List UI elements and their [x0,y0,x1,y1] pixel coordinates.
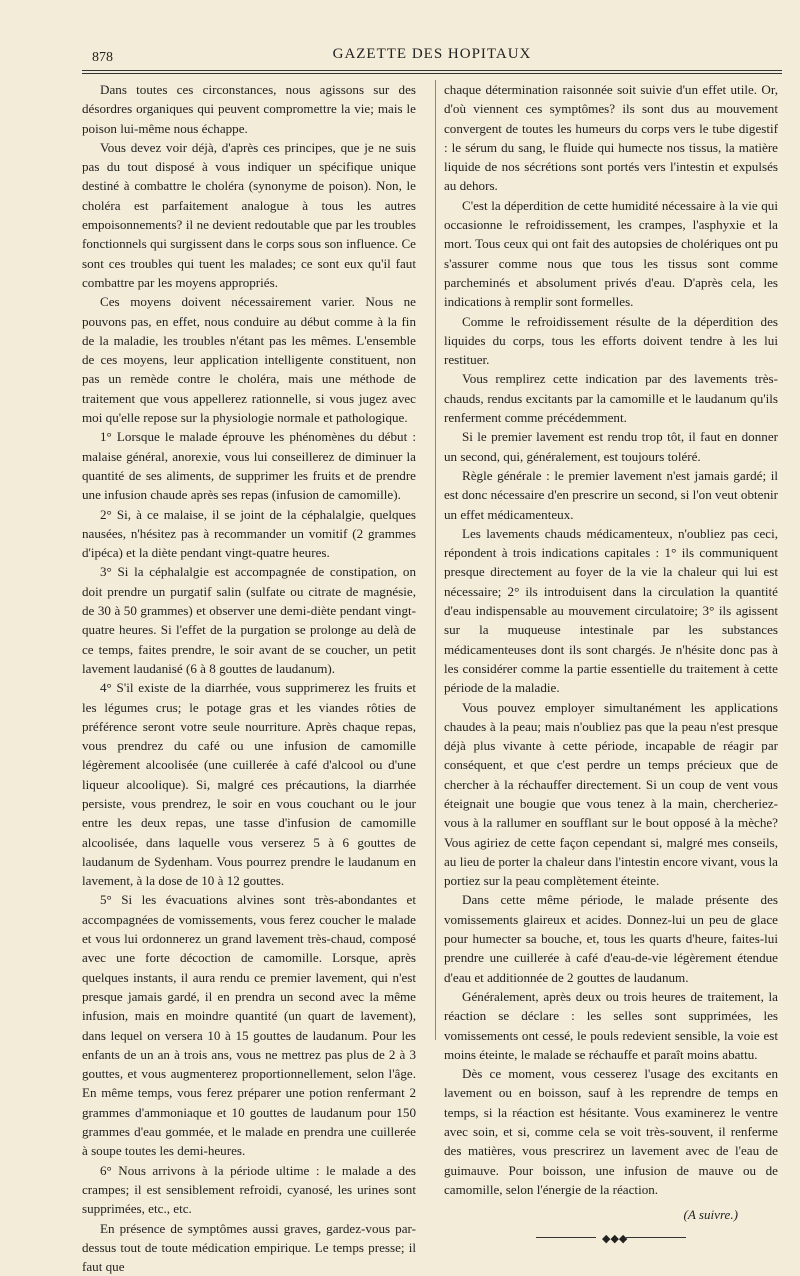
paragraph: Dans cette même période, le malade présente des vomissements glaireux et acides. Donnez-lui un peu de glace pour humecter sa bouche, et, tous les quarts d'heure, faites-lui prendre une cuillerée à café d'eau-de-vie légèrement étendue d'eau et additionnée de 2 gouttes de laudanum. [444,892,778,985]
paragraph: C'est la déperdition de cette humidité nécessaire à la vie qui occasionne le refroidissement, les crampes, l'asphyxie et la mort. Tous ceux qui ont fait des autopsies de cholériques ont pu s'assurer comme nous que tous les tissus sont comme parcheminés et absolument privés d'eau. D'après cela, les indications à remplir sont formelles. [444,197,778,310]
paragraph: 5° Si les évacuations alvines sont très-abondantes et accompagnées de vomissements, vous ferez coucher le malade et vous lui ordonnerez un grand lavement très-chaud, composé avec une forte décoction de camomille. Lorsque, après quelques instants, il aura rendu ce premier lavement, qui n'est presque jamais gardé, il en prendra un second avec la même infusion, mais en moindre quantité (un quart de lavement), dans lequel on versera 10 à 15 gouttes de laudanum. Pour les enfants de un an à trois ans, vous ne mettrez pas plus de 2 à 3 gouttes, et vous augmenterez proportionnellement, selon l'âge. En même temps, vous ferez préparer une potion renfermant 2 grammes d'ammoniaque et 10 gouttes de laudanum pour 150 grammes d'eau gommée, et le malade en prendra une cuillerée à soupe toutes les demi-heures. [82,892,416,1159]
paragraph: Les lavements chauds médicamenteux, n'oubliez pas ceci, répondent à trois indications capitales : 1° ils communiquent presque directement au foyer de la vie la chaleur qui lui est nécessaire; 2° ils introduisent dans la circulation la quantité d'eau indispensable au mouvement circulatoire; 3° ils agissent sur la muqueuse intestinale par les substances médicamenteuses dont ils sont chargés. Je n'hésite donc pas à les considérer comme la partie essentielle du traitement à cette période de la maladie. [444,525,778,696]
paragraph: Règle générale : le premier lavement n'est jamais gardé; il est donc nécessaire d'en prescrire un second, si l'on veut obtenir un effet médicamenteux. [444,467,778,522]
paragraph: En présence de symptômes aussi graves, gardez-vous par-dessus tout de toute médication empirique. Le temps presse; il faut que [82,1220,416,1275]
paragraph: 1° Lorsque le malade éprouve les phénomènes du début : malaise général, anorexie, vous lui conseillerez de diminuer la quantité de ses aliments, de supprimer les fruits et de prendre une infusion chaude après ses repas (infusion de camomille). [82,429,416,503]
page-number: 878 [92,50,113,65]
paragraph: Généralement, après deux ou trois heures de traitement, la réaction se déclare : les selles sont supprimées, les vomissements ont cessé, le pouls redevient sensible, la voie est moins éteinte, le malade se réchauffe et paraît moins abattu. [444,988,778,1062]
paragraph: 4° S'il existe de la diarrhée, vous supprimerez les fruits et les légumes crus; le potage gras et les viandes rôties de préférence seront votre seule nourriture. Après chaque repas, vous prendrez du café ou une infusion de camomille légèrement alcoolisée (une cuillerée à café d'alcool ou d'une liqueur alcoolique). Si, malgré ces précautions, la diarrhée persiste, vous prendrez, le soir en vous couchant ou le jour entre les deux repas, une tasse d'infusion de camomille alcoolisée, dans laquelle vous verserez 5 à 6 gouttes de laudanum de Sydenham. Vous pourrez prendre le laudanum en lavement, à la dose de 10 à 12 gouttes. [82,680,416,889]
header-rule [82,70,782,71]
paragraph: Dans toutes ces circonstances, nous agissons sur des désordres organiques qui peuvent compromettre la vie; mais le poison lui-même nous échappe. [82,82,416,136]
header-rule-double [82,73,782,74]
to-be-continued: (A suivre.) [683,1207,738,1223]
page-header [82,44,782,68]
left-column [82,80,416,1276]
paragraph: Ces moyens doivent nécessairement varier. Nous ne pouvons pas, en effet, nous conduire au début comme à la fin de la maladie, les troubles n'étant pas les mêmes. L'ensemble de ces moyens, leur application intelligente constituent, non pas un remède contre le choléra, mais une méthode de traitement que vous appellerez rationnelle, si vous jugez avec moi qu'elle repose sur la physiologie normale et pathologique. [82,294,416,426]
paragraph: chaque détermination raisonnée soit suivie d'un effet utile. Or, d'où viennent ces symptômes? ils sont dus au mouvement convergent de toutes les humeurs du corps vers le tube digestif : le sérum du sang, le fluide qui humecte nos tissus, la matière liquide de nos sécrétions sont portés vers l'intestin et expulsés au dehors. [444,82,778,194]
paragraph: 2° Si, à ce malaise, il se joint de la céphalalgie, quelques nausées, n'hésitez pas à recommander un vomitif (2 grammes d'ipéca) et la diète pendant vingt-quatre heures. [82,506,416,561]
paragraph: 6° Nous arrivons à la période ultime : le malade a des crampes; il est sensiblement refroidi, cyanosé, les urines sont supprimées, etc., etc. [82,1162,416,1217]
paragraph: Comme le refroidissement résulte de la déperdition des liquides du corps, tous les efforts doivent tendre à les lui restituer. [444,313,778,368]
paragraph: Vous pouvez employer simultanément les applications chaudes à la peau; mais n'oubliez pas que la peau n'est presque déjà plus vivante à cette période, incapable de réagir par conséquent, et que c'est perdre un temps précieux que de chercher à la réchauffer directement. Si un coup de vent vous éteignait une bougie que vous tenez à la main, chercheriez-vous à la rallumer en soufflant sur le bout opposé à la mèche? Vous agiriez de cette façon cependant si, malgré mes conseils, au lieu de porter la chaleur dans l'intestin encore vivant, vous la portiez sur la peau complètement éteinte. [444,699,778,889]
right-column [444,80,778,1243]
end-ornament: ◆◆◆ [536,1233,686,1243]
paragraph: 3° Si la céphalalgie est accompagnée de constipation, on doit prendre un purgatif salin (sulfate ou citrate de magnésie, de 30 à 50 grammes) et observer une demi-diète pendant vingt-quatre heures. Si l'effet de la purgation se prolonge au delà de ce temps, faites prendre, le soir avant de se coucher, un petit lavement laudanisé (6 à 8 gouttes de laudanum). [82,564,416,676]
paragraph: Vous devez voir déjà, d'après ces principes, que je ne suis pas du tout disposé à vous indiquer un spécifique unique destiné à combattre le choléra (synonyme de poison). Non, le choléra est parfaitement analogue à tous les autres empoisonnements? il ne devient redoutable que par les troubles fonctionnels qui surgissent dans le corps sous son influence. Ce sont ces troubles qui tuent les malades; ce sont eux qu'il faut combattre par les moyens appropriés. [82,139,416,290]
paragraph: Dès ce moment, vous cesserez l'usage des excitants en lavement ou en boisson, sauf à les reprendre de temps en temps, si la réaction est hésitante. Vous examinerez le ventre avec soin, et si, comme cela se voit très-souvent, il renferme des matières, vous prescrirez un lavement avec de l'eau de guimauve. Pour boisson, une infusion de mauve ou de camomille, selon l'énergie de la réaction. [444,1066,778,1197]
running-title: GAZETTE DES HOPITAUX [332,46,532,62]
paragraph: Si le premier lavement est rendu trop tôt, il faut en donner un second, qui, généralement, est toujours toléré. [444,429,778,464]
column-divider [435,80,436,1040]
paragraph: Vous remplirez cette indication par des lavements très-chauds, rendus excitants par la camomille et le laudanum qu'ils renferment comme précédemment. [444,371,778,426]
